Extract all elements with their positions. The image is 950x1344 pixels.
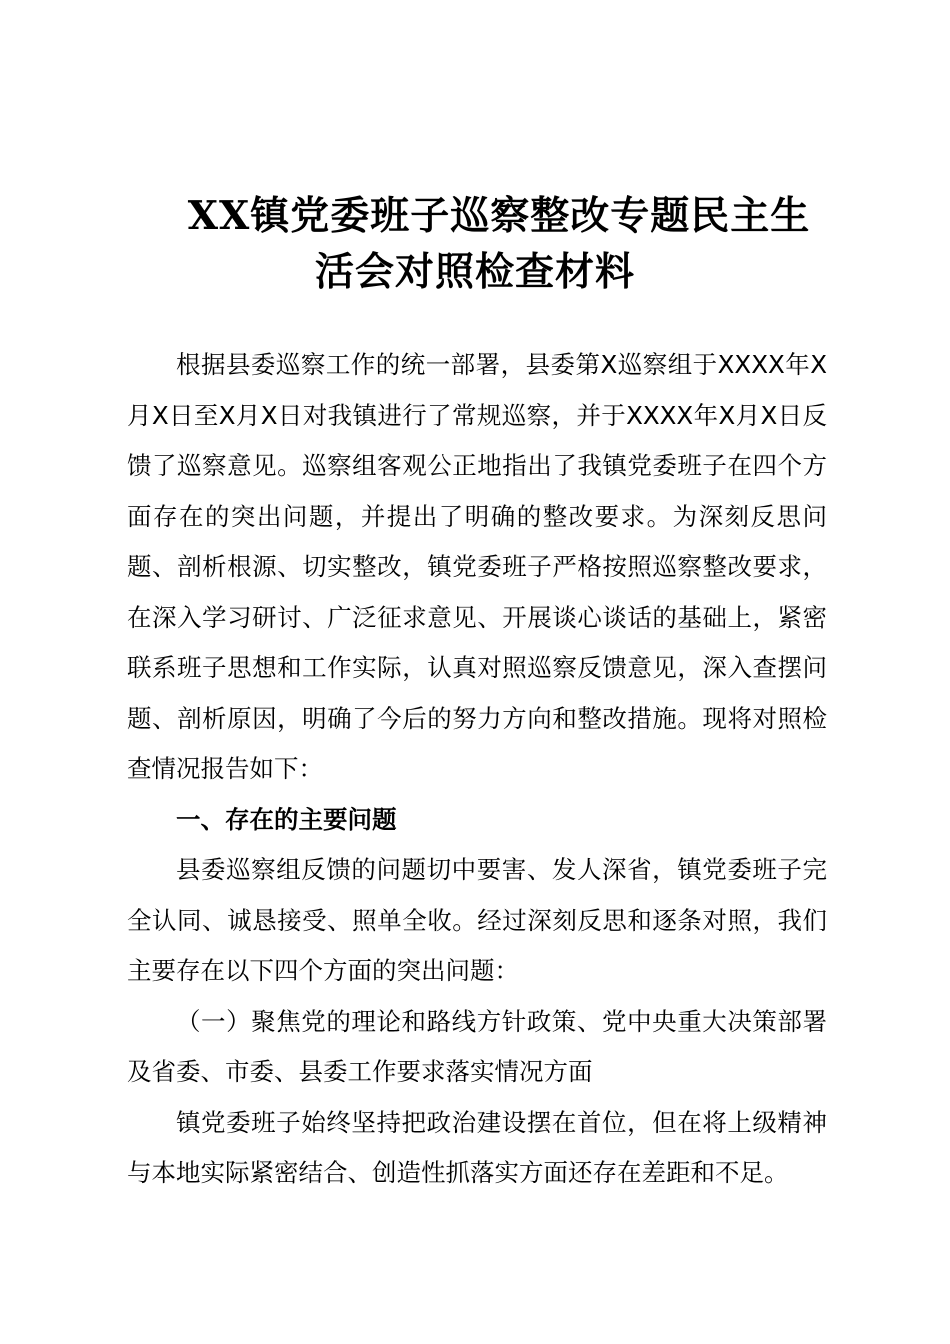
document-title: [0, 188, 950, 300]
subsection-paragraph: 镇党委班子始终坚持把政治建设摆在首位，但在将上级精神与本地实际紧密结合、创造性抓落实方面还存在差距和不足。: [127, 1107, 827, 1187]
title-line-1: XX镇党委班子巡察整改专题民主生: [187, 193, 811, 239]
section-paragraph: 县委巡察组反馈的问题切中要害、发人深省，镇党委班子完全认同、诚恳接受、照单全收。经过深刻反思和逐条对照，我们主要存在以下四个方面的突出问题：: [127, 855, 827, 985]
title-line-2: 活会对照检查材料: [314, 249, 635, 295]
section-heading: 一、存在的主要问题: [176, 804, 397, 834]
intro-paragraph: 根据县委巡察工作的统一部署，县委第X巡察组于XXXX年X月X日至X月X日对我镇进行了常规巡察，并于XXXX年X月X日反馈了巡察意见。巡察组客观公正地指出了我镇党委班子在四个方面存在的突出问题，并提出了明确的整改要求。为深刻反思问题、剖析根源、切实整改，镇党委班子严格按照巡察整改要求，在深入学习研讨、广泛征求意见、开展谈心谈话的基础上，紧密联系班子思想和工作实际，认真对照巡察反馈意见，深入查摆问题、剖析原因，明确了今后的努力方向和整改措施。现将对照检查情况报告如下：: [127, 350, 827, 783]
document-body: [127, 340, 827, 1199]
subsection-heading: （一）聚焦党的理论和路线方针政策、党中央重大决策部署及省委、市委、县委工作要求落实情况方面: [127, 1006, 827, 1086]
